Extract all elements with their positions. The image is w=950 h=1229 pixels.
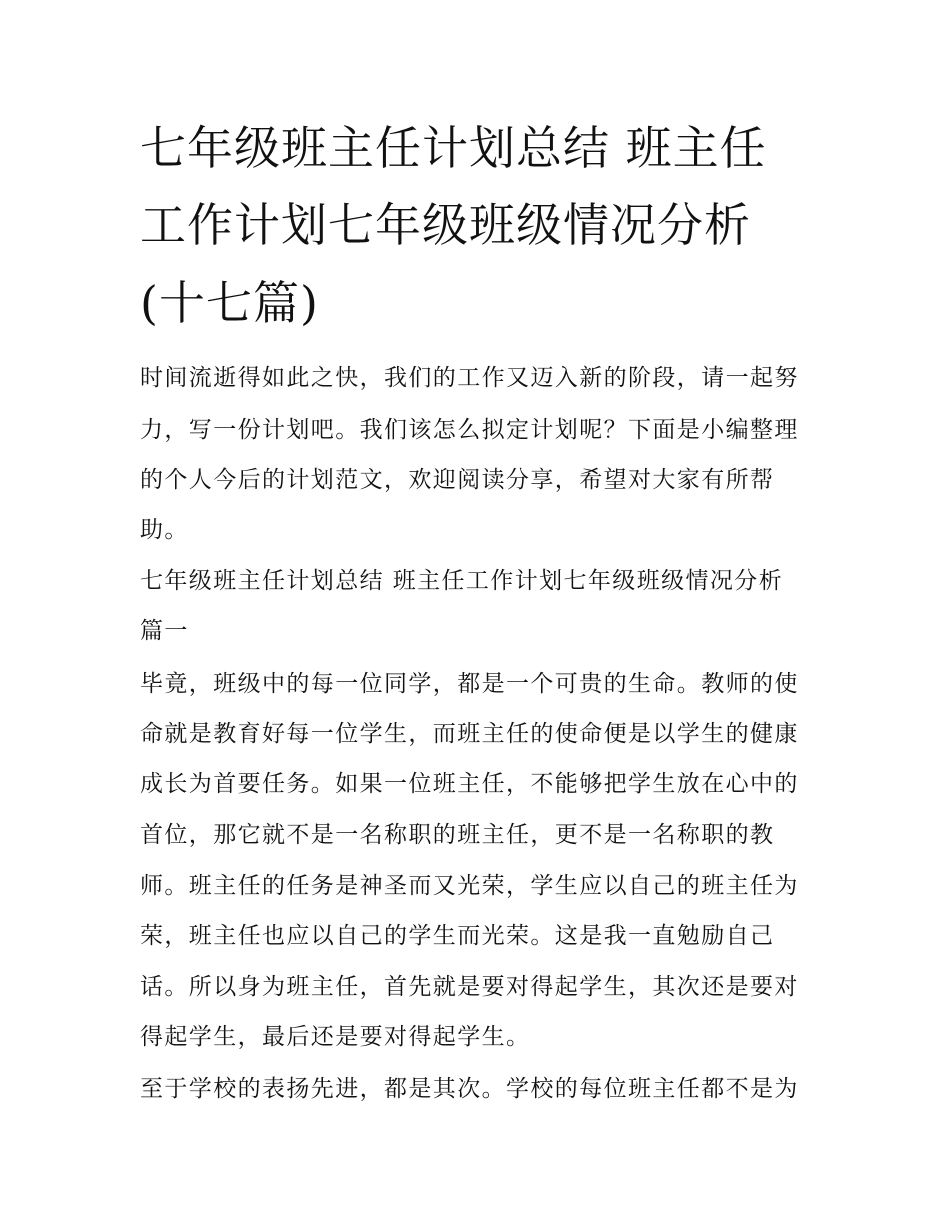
- text-line: 的个人今后的计划范文，欢迎阅读分享，希望对大家有所帮: [140, 467, 775, 493]
- text-line: 成长为首要任务。如果一位班主任，不能够把学生放在心中的: [140, 771, 799, 797]
- text-line: 力，写一份计划吧。我们该怎么拟定计划呢？下面是小编整理: [140, 417, 799, 443]
- text-line: 荣，班主任也应以自己的学生而光荣。这是我一直勉励自己: [140, 923, 775, 949]
- text-line: 毕竟，班级中的每一位同学，都是一个可贵的生命。教师的使: [140, 671, 799, 697]
- text-line: 时间流逝得如此之快，我们的工作又迈入新的阶段，请一起努: [140, 365, 799, 391]
- text-line: 助。: [140, 517, 189, 543]
- title-line: 工作计划七年级班级情况分析: [140, 198, 751, 252]
- heading-line: 七年级班主任计划总结 班主任工作计划七年级班级情况分析: [140, 568, 784, 594]
- title-line: (十七篇): [140, 276, 319, 330]
- text-line: 得起学生，最后还是要对得起学生。: [140, 1024, 531, 1050]
- text-line: 首位，那它就不是一名称职的班主任，更不是一名称职的教: [140, 822, 775, 848]
- text-line: 师。班主任的任务是神圣而又光荣，学生应以自己的班主任为: [140, 873, 799, 899]
- text-line: 话。所以身为班主任，首先就是要对得起学生，其次还是要对: [140, 974, 799, 1000]
- text-line: 至于学校的表扬先进，都是其次。学校的每位班主任都不是为: [140, 1076, 799, 1102]
- heading-line: 篇一: [140, 618, 189, 644]
- title-line: 七年级班主任计划总结 班主任: [140, 121, 767, 175]
- text-line: 命就是教育好每一位学生，而班主任的使命便是以学生的健康: [140, 721, 799, 747]
